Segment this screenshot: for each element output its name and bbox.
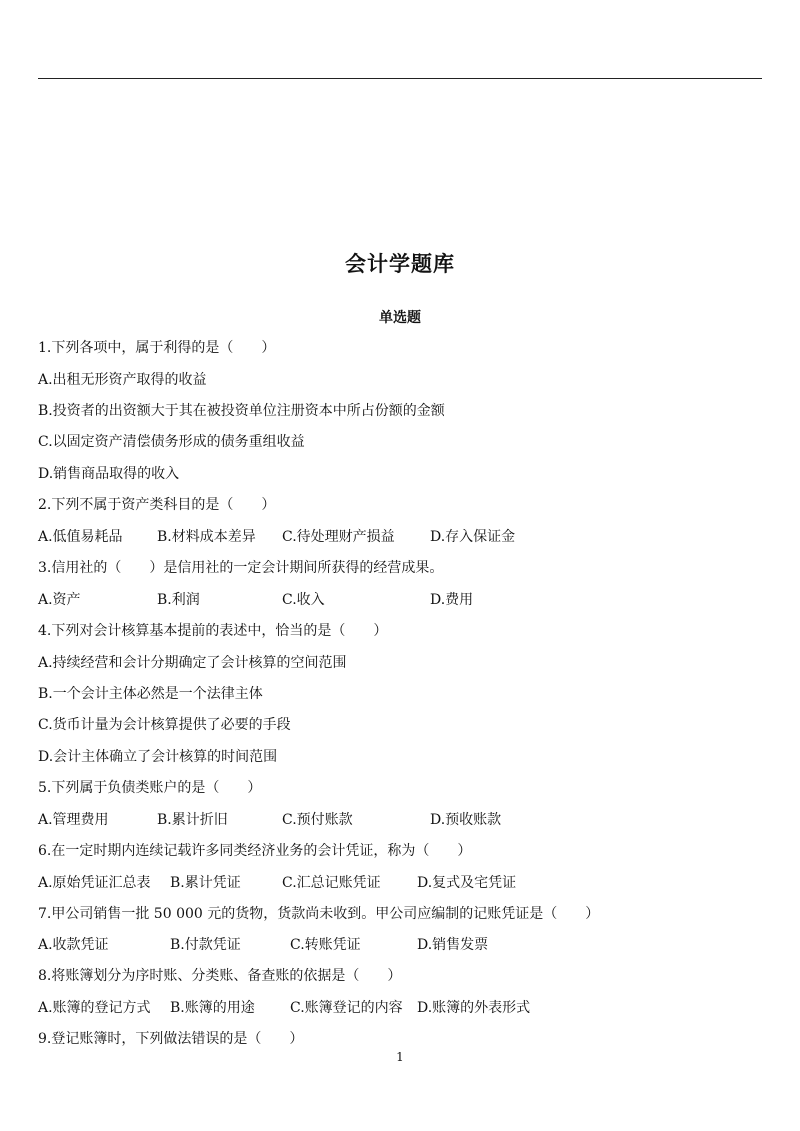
question-8-option-b: B.账簿的用途 xyxy=(170,1000,255,1016)
question-3-stem: 3.信用社的（ ）是信用社的一定会计期间所获得的经营成果。 xyxy=(38,560,444,576)
question-7-options xyxy=(38,935,762,955)
question-6-option-d: D.复式及宅凭证 xyxy=(417,875,517,891)
question-6-option-b: B.累计凭证 xyxy=(170,875,241,891)
question-1-option-a: A.出租无形资产取得的收益 xyxy=(38,372,207,388)
question-8-stem: 8.将账簿划分为序时账、分类账、备查账的依据是（ ） xyxy=(38,968,402,984)
question-5-option-a: A.管理费用 xyxy=(38,812,109,828)
question-2-options xyxy=(38,527,762,547)
header-rule xyxy=(38,78,762,79)
question-3-options xyxy=(38,590,762,610)
question-4-option-c: C.货币计量为会计核算提供了必要的手段 xyxy=(38,717,291,733)
question-3-option-b: B.利润 xyxy=(157,592,200,608)
question-8-option-c: C.账簿登记的内容 xyxy=(290,1000,403,1016)
question-4-option-d: D.会计主体确立了会计核算的时间范围 xyxy=(38,749,278,765)
question-8-option-d: D.账簿的外表形式 xyxy=(417,1000,531,1016)
question-1-option-d: D.销售商品取得的收入 xyxy=(38,466,180,482)
question-3-option-c: C.收入 xyxy=(282,592,325,608)
question-8-option-a: A.账簿的登记方式 xyxy=(38,1000,151,1016)
question-5-option-d: D.预收账款 xyxy=(430,812,502,828)
question-5-stem: 5.下列属于负债类账户的是（ ） xyxy=(38,780,262,796)
question-7-option-c: C.转账凭证 xyxy=(290,937,361,953)
question-1-option-b: B.投资者的出资额大于其在被投资单位注册资本中所占份额的金额 xyxy=(38,403,445,419)
question-2-stem: 2.下列不属于资产类科目的是（ ） xyxy=(38,497,276,513)
question-5-option-b: B.累计折旧 xyxy=(157,812,228,828)
question-7-option-a: A.收款凭证 xyxy=(38,937,109,953)
question-4-option-a: A.持续经营和会计分期确定了会计核算的空间范围 xyxy=(38,655,347,671)
question-4-stem: 4.下列对会计核算基本提前的表述中，恰当的是（ ） xyxy=(38,623,388,639)
question-1-stem: 1.下列各项中，属于利得的是（ ） xyxy=(38,340,276,356)
page-number: 1 xyxy=(396,1050,404,1064)
question-5-options xyxy=(38,810,762,830)
page-title: 会计学题库 xyxy=(345,252,455,276)
question-3-option-a: A.资产 xyxy=(38,592,81,608)
question-2-option-b: B.材料成本差异 xyxy=(157,529,256,545)
question-7-option-d: D.销售发票 xyxy=(417,937,489,953)
question-5-option-c: C.预付账款 xyxy=(282,812,353,828)
question-4-option-b: B.一个会计主体必然是一个法律主体 xyxy=(38,686,263,702)
question-7-option-b: B.付款凭证 xyxy=(170,937,241,953)
question-2-option-d: D.存入保证金 xyxy=(430,529,516,545)
question-6-options xyxy=(38,873,762,893)
question-2-option-c: C.待处理财产损益 xyxy=(282,529,395,545)
question-1-option-c: C.以固定资产清偿债务形成的债务重组收益 xyxy=(38,434,305,450)
section-heading: 单选题 xyxy=(379,310,421,326)
question-8-options xyxy=(38,998,762,1018)
question-3-option-d: D.费用 xyxy=(430,592,474,608)
question-6-option-c: C.汇总记账凭证 xyxy=(282,875,381,891)
question-9-stem: 9.登记账簿时，下列做法错误的是（ ） xyxy=(38,1031,304,1047)
question-7-stem: 7.甲公司销售一批 50 000 元的货物，货款尚未收到。甲公司应编制的记账凭证是（ ） xyxy=(38,906,600,922)
question-6-option-a: A.原始凭证汇总表 xyxy=(38,875,151,891)
question-6-stem: 6.在一定时期内连续记载许多同类经济业务的会计凭证，称为（ ） xyxy=(38,843,472,859)
question-2-option-a: A.低值易耗品 xyxy=(38,529,123,545)
